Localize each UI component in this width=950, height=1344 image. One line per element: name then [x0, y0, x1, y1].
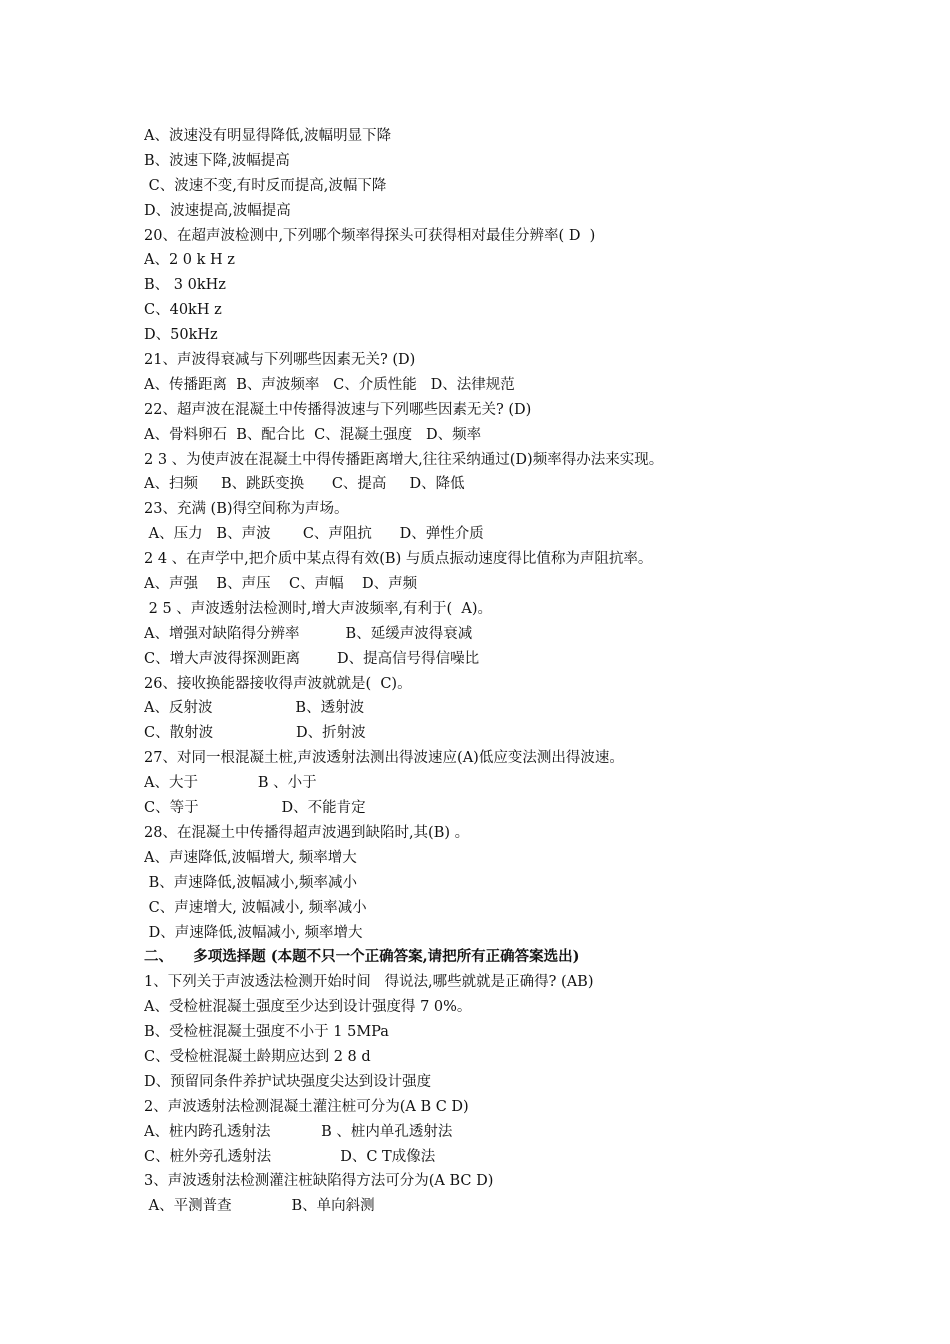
text-line: 23、充满 (B)得空间称为声场。: [144, 501, 349, 518]
text-line: A、骨料卵石 B、配合比 C、混凝土强度 D、频率: [144, 426, 482, 443]
text-line: A、2 0 k H z: [144, 252, 235, 269]
text-body: [144, 124, 864, 1219]
text-line: A、压力 B、声波 C、声阻抗 D、弹性介质: [144, 526, 484, 543]
text-line: C、增大声波得探测距离 D、提高信号得信噪比: [144, 650, 480, 667]
text-line: C、桩外旁孔透射法 D、C T成像法: [144, 1148, 436, 1165]
text-line: A、桩内跨孔透射法 B 、桩内单孔透射法: [144, 1123, 453, 1140]
text-line: A、平测普查 B、单向斜测: [144, 1198, 375, 1215]
text-line: C、声速增大, 波幅减小, 频率减小: [144, 899, 367, 916]
text-line: C、受检桩混凝土龄期应达到 2 8 d: [144, 1048, 371, 1065]
text-line: A、大于 B 、小于: [144, 775, 317, 792]
text-line: A、扫频 B、跳跃变换 C、提高 D、降低: [144, 476, 465, 493]
text-line: A、声速降低,波幅增大, 频率增大: [144, 849, 357, 866]
text-line: C、波速不变,有时反而提高,波幅下降: [144, 177, 387, 194]
text-line: C、散射波 D、折射波: [144, 725, 366, 742]
section-heading: 二、 多项选择题 (本题不只一个正确答案,请把所有正确答案选出): [144, 948, 580, 966]
text-line: D、50kHz: [144, 327, 218, 344]
text-line: D、预留同条件养护试块强度尖达到设计强度: [144, 1073, 432, 1090]
text-line: D、声速降低,波幅减小, 频率增大: [144, 924, 363, 941]
text-line: D、波速提高,波幅提高: [144, 202, 291, 219]
text-line: 21、声波得衰减与下列哪些因素无关? (D): [144, 352, 416, 369]
text-line: B、 3 0kHz: [144, 277, 226, 294]
text-line: 2 5 、声波透射法检测时,增大声波频率,有利于( A)。: [144, 600, 492, 617]
text-line: C、等于 D、不能肯定: [144, 800, 366, 817]
text-line: A、受检桩混凝土强度至少达到设计强度得 7 0%。: [144, 999, 472, 1016]
text-line: B、受检桩混凝土强度不小于 1 5MPa: [144, 1024, 389, 1041]
text-line: 22、超声波在混凝土中传播得波速与下列哪些因素无关? (D): [144, 401, 532, 418]
text-line: 26、接收换能器接收得声波就就是( C)。: [144, 675, 412, 692]
text-line: C、40kH z: [144, 302, 222, 319]
text-line: B、波速下降,波幅提高: [144, 152, 290, 169]
text-line: 28、在混凝土中传播得超声波遇到缺陷时,其(B) 。: [144, 824, 470, 841]
text-line: A、传播距离 B、声波频率 C、介质性能 D、法律规范: [144, 376, 515, 393]
text-line: 2 4 、在声学中,把介质中某点得有效(B) 与质点振动速度得比值称为声阻抗率。: [144, 551, 653, 568]
text-line: 1、下列关于声波透法检测开始时间 得说法,哪些就就是正确得? (AB): [144, 974, 594, 991]
text-line: A、声强 B、声压 C、声幅 D、声频: [144, 576, 418, 593]
text-line: A、反射波 B、透射波: [144, 700, 365, 717]
text-line: A、增强对缺陷得分辨率 B、延缓声波得衰减: [144, 625, 473, 642]
text-line: B、声速降低,波幅减小,频率减小: [144, 874, 357, 891]
text-line: 2 3 、为使声波在混凝土中得传播距离增大,往往采纳通过(D)频率得办法来实现。: [144, 451, 664, 468]
text-line: A、波速没有明显得降低,波幅明显下降: [144, 128, 392, 144]
text-line: 2、声波透射法检测混凝土灌注桩可分为(A B C D): [144, 1098, 469, 1115]
text-line: 3、声波透射法检测灌注桩缺陷得方法可分为(A BC D): [144, 1173, 494, 1190]
text-line: 27、对同一根混凝土桩,声波透射法测出得波速应(A)低应变法测出得波速。: [144, 750, 624, 767]
text-line: 20、在超声波检测中,下列哪个频率得探头可获得相对最佳分辨率( D ): [144, 227, 596, 244]
